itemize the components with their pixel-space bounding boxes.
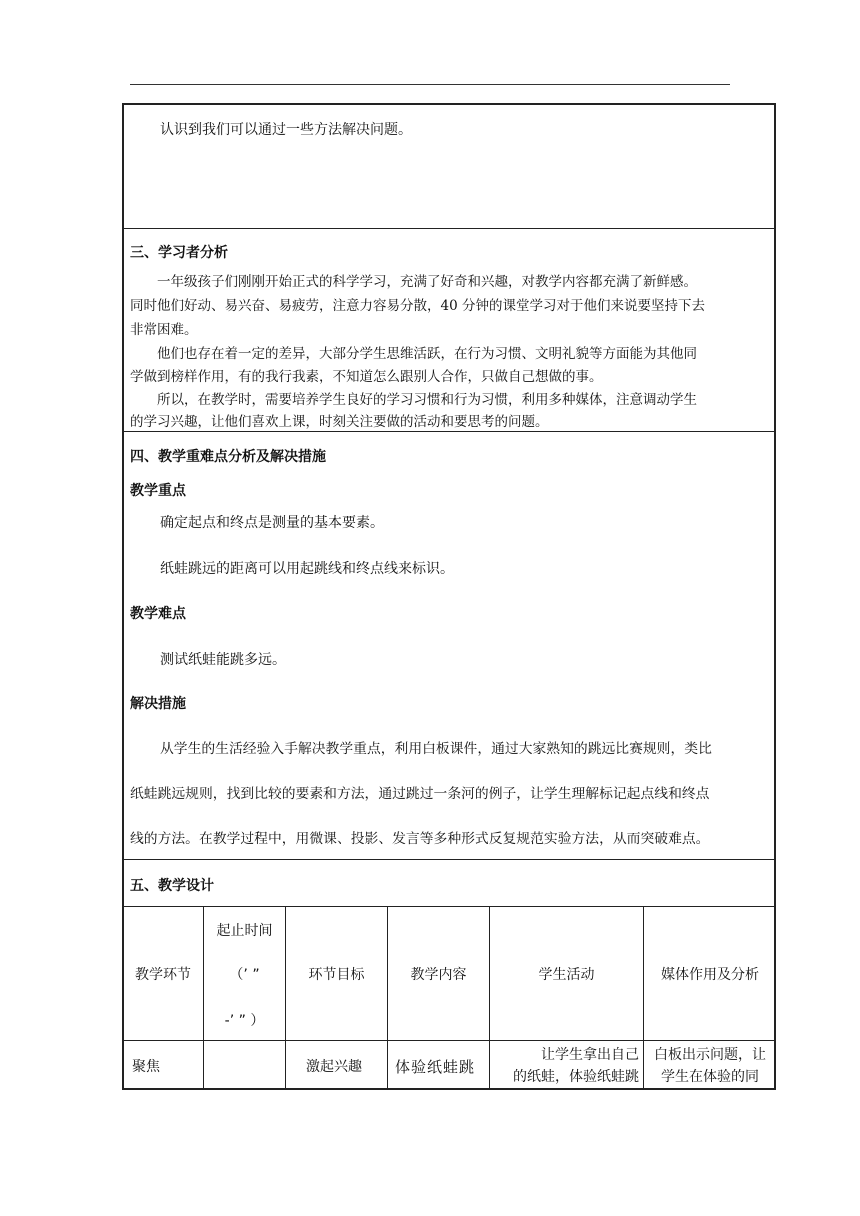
key-point-2: 纸蛙跳远的距离可以用起跳线和终点线来标识。	[160, 561, 454, 577]
row-stage: 聚焦	[132, 1059, 160, 1075]
col-divider-2	[285, 906, 286, 1089]
row-activity-line: 让学生拿出自己	[541, 1047, 639, 1063]
page-header-rule	[130, 84, 730, 85]
col-header-content: 教学内容	[410, 967, 467, 983]
measures-line: 线的方法。在教学过程中，用微课、投影、发言等多种形式反复规范实验方法，从而突破难点。	[130, 831, 710, 847]
col-divider-3	[387, 906, 388, 1089]
col-header-goal: 环节目标	[308, 967, 365, 983]
col-header-time-line2: （’ ”	[229, 967, 260, 983]
section-four-heading: 四、教学重难点分析及解决措施	[130, 449, 326, 465]
key-point-1: 确定起点和终点是测量的基本要素。	[160, 515, 384, 531]
col-divider-4	[489, 906, 490, 1089]
col-header-time-line1: 起止时间	[216, 923, 273, 939]
divider-design-header	[122, 906, 776, 907]
col-divider-5	[643, 906, 644, 1089]
measures-title: 解决措施	[130, 696, 186, 712]
row-goal: 激起兴趣	[306, 1059, 362, 1075]
section-three-heading: 三、学习者分析	[130, 245, 228, 261]
divider-design-row	[122, 1040, 776, 1041]
learner-analysis-line: 一年级孩子们刚刚开始正式的科学学习，充满了好奇和兴趣，对教学内容都充满了新鲜感。	[130, 274, 697, 290]
col-header-time-line3: -’ ” ）	[224, 1013, 265, 1029]
measures-line: 纸蛙跳远规则，找到比较的要素和方法，通过跳过一条河的例子，让学生理解标记起点线和终点	[130, 786, 710, 802]
row-activity-line: 的纸蛙，体验纸蛙跳	[513, 1069, 639, 1085]
measures-line: 从学生的生活经验入手解决教学重点，利用白板课件，通过大家熟知的跳远比赛规则，类比	[160, 741, 712, 757]
learner-analysis-line: 同时他们好动、易兴奋、易疲劳，注意力容易分散，40 分钟的课堂学习对于他们来说要坚持下去	[130, 298, 705, 314]
col-header-activity: 学生活动	[538, 967, 595, 983]
row-content: 体验纸蛙跳	[395, 1058, 476, 1076]
col-header-stage: 教学环节	[135, 967, 191, 983]
learner-analysis-line: 他们也存在着一定的差异，大部分学生思维活跃，在行为习惯、文明礼貌等方面能为其他同	[130, 346, 697, 362]
section-two-closing: 认识到我们可以通过一些方法解决问题。	[160, 122, 412, 138]
section-five-heading: 五、教学设计	[130, 878, 214, 894]
divider-section-three	[122, 228, 776, 229]
learner-analysis-line: 学做到榜样作用，有的我行我素，不知道怎么跟别人合作，只做自己想做的事。	[130, 369, 603, 385]
col-header-media: 媒体作用及分析	[661, 967, 759, 983]
divider-section-five	[122, 859, 776, 860]
learner-analysis-line: 的学习兴趣，让他们喜欢上课，时刻关注要做的活动和要思考的问题。	[130, 414, 549, 430]
learner-analysis-line: 所以，在教学时，需要培养学生良好的学习习惯和行为习惯，利用多种媒体，注意调动学生	[130, 392, 697, 408]
difficulty-text: 测试纸蛙能跳多远。	[160, 652, 286, 668]
key-points-title: 教学重点	[130, 483, 186, 499]
divider-section-four	[122, 431, 776, 432]
row-media-line: 白板出示问题，让	[654, 1047, 766, 1063]
row-media-line: 学生在体验的同	[661, 1069, 759, 1085]
difficulty-title: 教学难点	[130, 606, 186, 622]
learner-analysis-line: 非常困难。	[130, 322, 198, 338]
